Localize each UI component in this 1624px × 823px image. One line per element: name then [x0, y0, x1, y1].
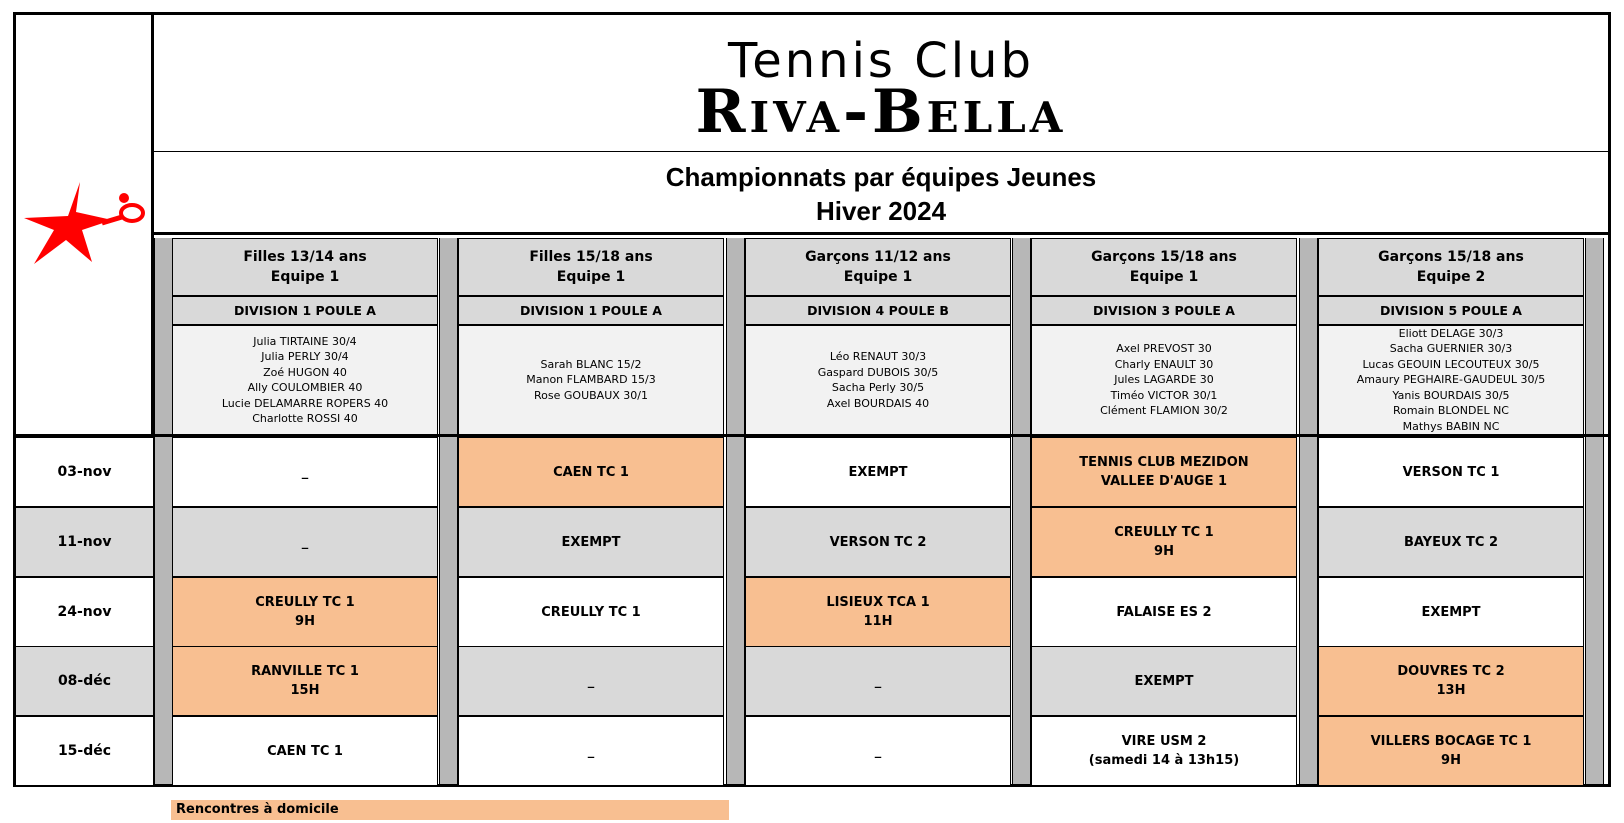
opponent-name: DOUVRES TC 2	[1397, 664, 1505, 679]
match-cell	[172, 507, 438, 577]
opponent-name: EXEMPT	[848, 464, 908, 480]
team-category: Garçons 15/18 ans	[1378, 249, 1524, 265]
match-cell	[458, 646, 724, 716]
player-name: Mathys BABIN NC	[1402, 419, 1500, 433]
player-name: Sarah BLANC 15/2	[540, 357, 642, 371]
home-match-cell	[745, 577, 1011, 647]
team-number: Equipe 1	[1129, 269, 1199, 285]
player-name: Gaspard DUBOIS 30/5	[817, 365, 939, 379]
match-date: 24-nov	[16, 577, 154, 647]
opponent-name: FALAISE ES 2	[1116, 604, 1212, 620]
team-header	[1318, 238, 1584, 296]
club-name-line2: Riva-Bella	[695, 77, 1067, 147]
opponent-name: BAYEUX TC 2	[1403, 534, 1499, 550]
column-separator	[726, 238, 745, 784]
match-cell	[458, 577, 724, 647]
opponent-name: _	[587, 743, 595, 759]
match-cell	[1318, 437, 1584, 507]
home-match-legend: Rencontres à domicile	[171, 800, 729, 820]
team-division: DIVISION 4 POULE B	[745, 296, 1011, 325]
team-header	[458, 238, 724, 296]
player-list	[172, 325, 438, 435]
match-cell	[745, 716, 1011, 786]
season-title: Hiver 2024	[815, 196, 947, 226]
opponent-name: _	[301, 534, 309, 550]
home-match-cell	[1031, 507, 1297, 577]
opponent-name: EXEMPT	[1134, 673, 1194, 689]
team-number: Equipe 1	[556, 269, 626, 285]
match-cell	[745, 646, 1011, 716]
player-name: Sacha Perly 30/5	[831, 381, 925, 394]
match-cell	[172, 437, 438, 507]
opponent-name: CREULLY TC 1	[1114, 525, 1214, 540]
team-number: Equipe 2	[1416, 269, 1486, 285]
player-name: Manon FLAMBARD 15/3	[526, 373, 656, 387]
home-match-cell	[1318, 716, 1584, 786]
player-name: Amaury PEGHAIRE-GAUDEUL 30/5	[1356, 373, 1546, 387]
player-list	[745, 325, 1011, 435]
home-match-cell	[458, 437, 724, 507]
player-name: Rose GOUBAUX 30/1	[534, 388, 648, 402]
match-cell	[1031, 646, 1297, 716]
championship-title: Championnats par équipes Jeunes	[665, 162, 1097, 192]
column-separator	[154, 238, 173, 784]
opponent-name: RANVILLE TC 1	[251, 664, 359, 679]
opponent-name: VERSON TC 1	[1402, 464, 1500, 480]
opponent-name: LISIEUX TCA 1	[826, 595, 930, 610]
match-cell	[458, 716, 724, 786]
match-cell	[1031, 577, 1297, 647]
opponent-name: CREULLY TC 1	[255, 595, 355, 610]
match-cell	[172, 716, 438, 786]
opponent-name: CAEN TC 1	[267, 743, 343, 759]
opponent-name: VIRE USM 2	[1121, 734, 1207, 749]
opponent-name: EXEMPT	[1421, 604, 1481, 620]
player-name: Zoé HUGON 40	[263, 365, 347, 379]
club-name-line1: Tennis Club	[728, 33, 1034, 89]
club-title-area	[154, 15, 1608, 152]
player-name: Charlotte ROSSI 40	[252, 412, 358, 425]
player-list	[1031, 325, 1297, 435]
match-date: 08-déc	[16, 646, 154, 716]
match-detail: 15H	[290, 683, 320, 698]
match-detail: 9H	[1441, 753, 1461, 768]
team-header	[1031, 238, 1297, 296]
opponent-name: _	[587, 673, 595, 689]
column-separator	[1299, 238, 1318, 784]
team-number: Equipe 1	[270, 269, 340, 285]
player-name: Yanis BOURDAIS 30/5	[1392, 388, 1510, 402]
match-cell	[458, 507, 724, 577]
match-date: 03-nov	[16, 437, 154, 507]
match-detail: 11H	[863, 614, 893, 629]
match-cell	[1031, 716, 1297, 786]
player-name: Julia PERLY 30/4	[261, 350, 349, 363]
player-list	[458, 325, 724, 435]
player-name: Lucie DELAMARRE ROPERS 40	[221, 396, 389, 410]
player-name: Sacha GUERNIER 30/3	[1389, 342, 1513, 356]
home-match-cell	[172, 646, 438, 716]
opponent-name: _	[874, 673, 882, 689]
player-name: Julia TIRTAINE 30/4	[253, 334, 357, 348]
home-match-cell	[1318, 646, 1584, 716]
opponent-name: CREULLY TC 1	[541, 604, 641, 620]
match-detail: (samedi 14 à 13h15)	[1088, 753, 1240, 768]
player-name: Ally COULOMBIER 40	[247, 381, 363, 394]
player-name: Timéo VICTOR 30/1	[1110, 388, 1218, 402]
match-date: 15-déc	[16, 716, 154, 786]
home-match-cell	[172, 577, 438, 647]
team-category: Filles 15/18 ans	[529, 249, 653, 265]
match-detail: VALLEE D'AUGE 1	[1100, 474, 1228, 489]
player-name: Léo RENAUT 30/3	[829, 350, 927, 363]
match-detail: 9H	[295, 614, 315, 629]
column-separator	[1012, 238, 1031, 784]
opponent-name: EXEMPT	[561, 534, 621, 550]
match-cell	[1318, 577, 1584, 647]
team-header	[172, 238, 438, 296]
subtitle-area	[154, 152, 1608, 235]
opponent-name: TENNIS CLUB MEZIDON	[1079, 455, 1249, 470]
team-division: DIVISION 5 POULE A	[1318, 296, 1584, 325]
opponent-name: CAEN TC 1	[553, 464, 629, 480]
tennis-player-logo-icon	[20, 178, 146, 272]
team-division: DIVISION 3 POULE A	[1031, 296, 1297, 325]
opponent-name: VERSON TC 2	[829, 534, 927, 550]
opponent-name: _	[874, 743, 882, 759]
home-match-cell	[1031, 437, 1297, 507]
team-category: Garçons 15/18 ans	[1091, 249, 1237, 265]
opponent-name: VILLERS BOCAGE TC 1	[1370, 734, 1532, 749]
column-separator	[1585, 238, 1604, 784]
player-name: Lucas GEOUIN LECOUTEUX 30/5	[1362, 357, 1540, 371]
team-category: Filles 13/14 ans	[243, 249, 367, 265]
team-division: DIVISION 1 POULE A	[458, 296, 724, 325]
team-header	[745, 238, 1011, 296]
row-divider	[13, 434, 1611, 437]
player-name: Charly ENAULT 30	[1114, 357, 1214, 371]
match-detail: 9H	[1154, 544, 1174, 559]
team-number: Equipe 1	[843, 269, 913, 285]
player-name: Axel BOURDAIS 40	[826, 396, 930, 410]
match-cell	[745, 507, 1011, 577]
player-name: Clément FLAMION 30/2	[1100, 404, 1228, 418]
opponent-name: _	[301, 464, 309, 480]
match-cell	[1318, 507, 1584, 577]
player-name: Axel PREVOST 30	[1116, 342, 1212, 356]
player-list	[1318, 325, 1584, 435]
match-date: 11-nov	[16, 507, 154, 577]
team-division: DIVISION 1 POULE A	[172, 296, 438, 325]
player-name: Eliott DELAGE 30/3	[1398, 326, 1504, 340]
team-category: Garçons 11/12 ans	[805, 249, 951, 265]
player-name: Jules LAGARDE 30	[1114, 373, 1214, 387]
column-separator	[439, 238, 458, 784]
match-detail: 13H	[1436, 683, 1466, 698]
match-cell	[745, 437, 1011, 507]
player-name: Romain BLONDEL NC	[1393, 404, 1509, 418]
